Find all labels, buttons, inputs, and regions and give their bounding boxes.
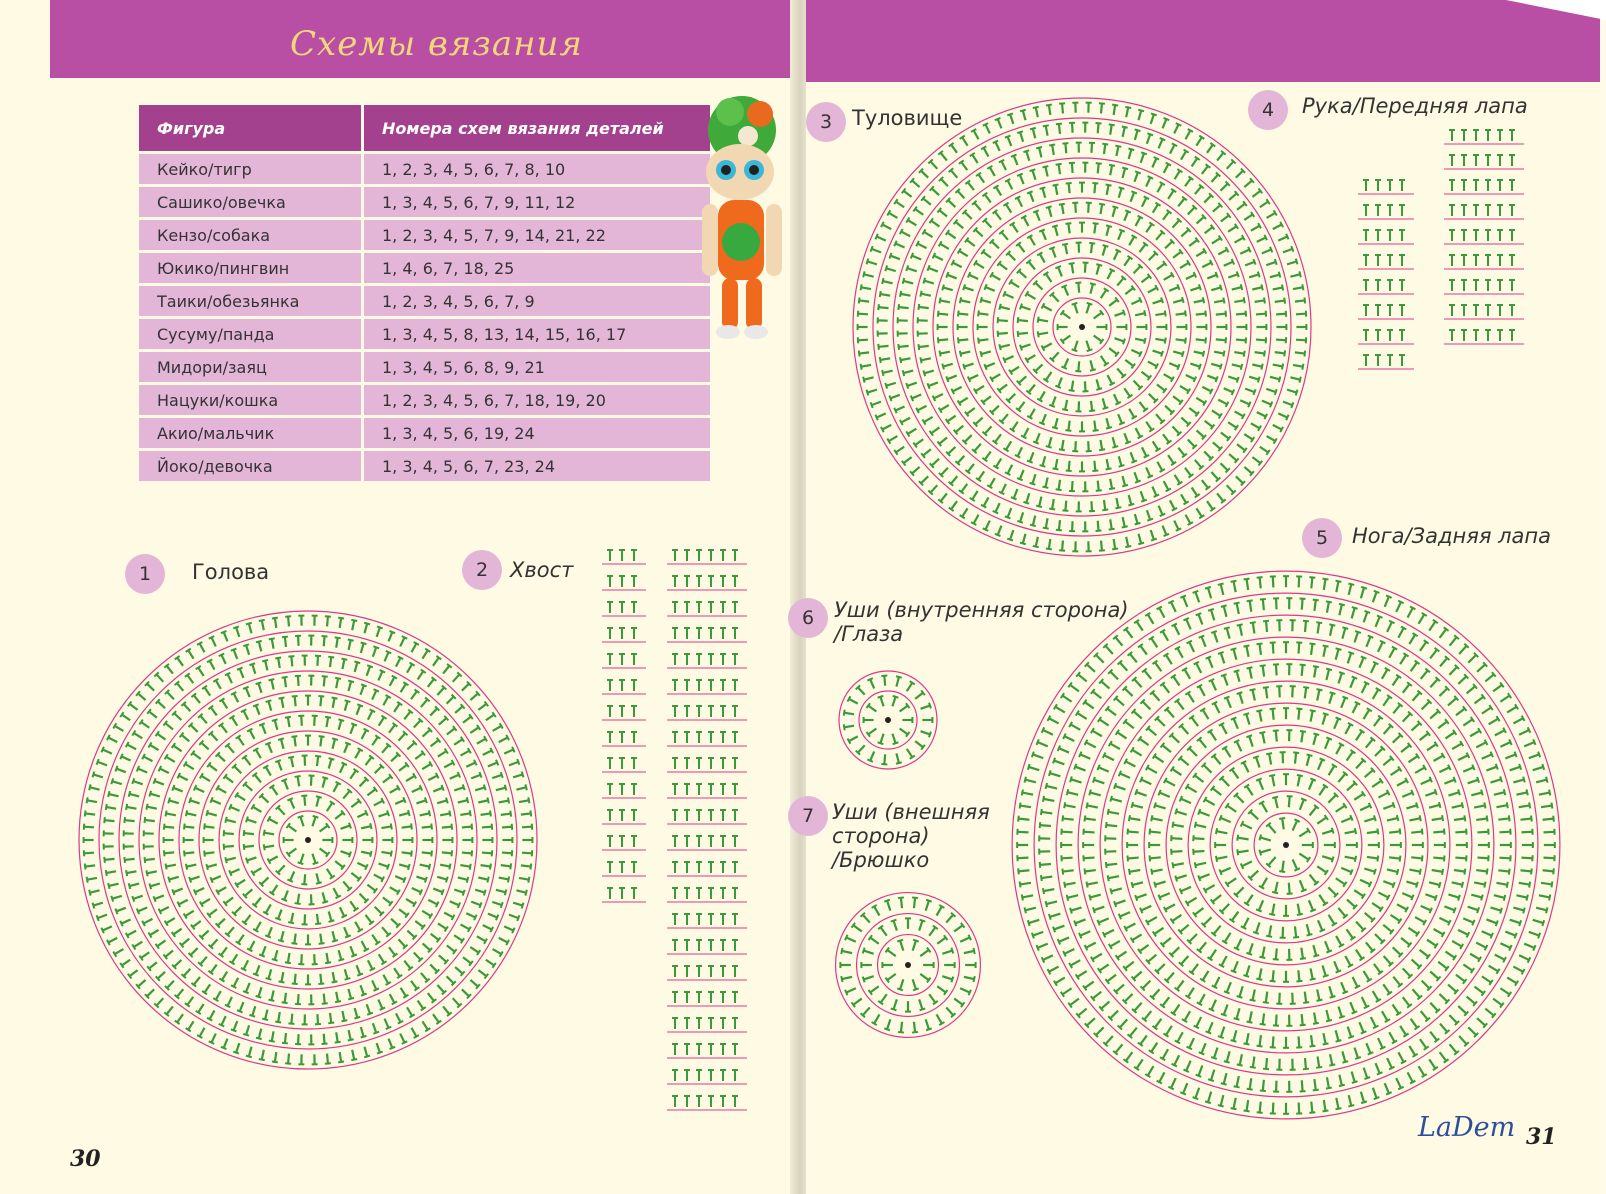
schemes-cell: 1, 2, 3, 4, 5, 7, 9, 14, 21, 22 — [363, 219, 712, 252]
diagram-7-label-line2: сторона) — [832, 824, 930, 848]
schemes-cell: 1, 4, 6, 7, 18, 25 — [363, 252, 712, 285]
table-row — [138, 318, 712, 351]
stitch-rounds — [853, 98, 1311, 556]
diagram-7-number: 7 — [788, 796, 828, 836]
figure-cell: Акио/мальчик — [138, 417, 363, 450]
diagram-4-label: Рука/Передняя лапа — [1302, 94, 1528, 118]
diagram-5-leg — [996, 570, 1576, 1130]
diagram-6-inner-ear — [826, 660, 966, 780]
diagram-2-number: 2 — [462, 550, 502, 590]
figure-cell: Таики/обезьянка — [138, 285, 363, 318]
figure-cell: Йоко/девочка — [138, 450, 363, 483]
diagram-5-number: 5 — [1302, 518, 1342, 558]
figure-cell: Юкико/пингвин — [138, 252, 363, 285]
figures-table — [136, 102, 713, 484]
schemes-cell: 1, 3, 4, 5, 6, 7, 23, 24 — [363, 450, 712, 483]
table-row — [138, 186, 712, 219]
diagram-1-number: 1 — [125, 554, 165, 594]
table-row — [138, 450, 712, 483]
diagram-2-label: Хвост — [510, 558, 574, 582]
stitch-rows — [667, 550, 747, 1110]
diagram-5-label: Нога/Задняя лапа — [1352, 524, 1552, 548]
figure-cell: Сусуму/панда — [138, 318, 363, 351]
diagram-3-number: 3 — [806, 102, 846, 142]
stitch-rounds — [1012, 571, 1560, 1119]
schemes-cell: 1, 3, 4, 5, 6, 8, 9, 21 — [363, 351, 712, 384]
table-row — [138, 351, 712, 384]
schemes-cell: 1, 2, 3, 4, 5, 6, 7, 18, 19, 20 — [363, 384, 712, 417]
diagram-1-head — [60, 600, 560, 1100]
stitch-rounds — [836, 893, 981, 1038]
table-row — [138, 285, 712, 318]
diagram-6-label-line1: Уши (внутренняя сторона) — [834, 598, 1129, 622]
right-header-band — [806, 0, 1600, 82]
table-row — [138, 384, 712, 417]
table-row — [138, 219, 712, 252]
watermark: LaDem — [1418, 1112, 1516, 1143]
stitch-rounds — [839, 671, 937, 769]
diagram-4-number: 4 — [1248, 90, 1288, 130]
diagram-2-tail — [555, 540, 755, 1150]
page-number-left: 30 — [70, 1146, 101, 1172]
stitch-rows — [1444, 130, 1524, 344]
schemes-cell: 1, 3, 4, 5, 8, 13, 14, 15, 16, 17 — [363, 318, 712, 351]
schemes-cell: 1, 3, 4, 5, 6, 7, 9, 11, 12 — [363, 186, 712, 219]
figure-cell: Кейко/тигр — [138, 153, 363, 186]
schemes-cell: 1, 2, 3, 4, 5, 6, 7, 9 — [363, 285, 712, 318]
stitch-rounds — [79, 611, 537, 1069]
table-header-row — [138, 104, 712, 153]
diagram-7-label-line3: /Брюшко — [832, 848, 930, 872]
left-page — [0, 0, 796, 1194]
diagram-1-label: Голова — [192, 560, 270, 584]
diagram-7-label-line1: Уши (внешняя — [832, 800, 990, 824]
diagram-3-body — [836, 92, 1326, 562]
figure-cell: Кензо/собака — [138, 219, 363, 252]
diagram-7-outer-ear — [830, 890, 1000, 1050]
figure-cell: Мидори/заяц — [138, 351, 363, 384]
table-row — [138, 417, 712, 450]
doll-illustration — [690, 92, 796, 352]
diagram-6-label-line2: /Глаза — [834, 622, 904, 646]
table-row — [138, 153, 712, 186]
stitch-rows — [1358, 180, 1414, 369]
page-title: Схемы вязания — [290, 24, 583, 64]
diagram-6-number: 6 — [788, 598, 828, 638]
schemes-cell: 1, 3, 4, 5, 6, 19, 24 — [363, 417, 712, 450]
stitch-rows — [602, 550, 646, 902]
col-header-schemes: Номера схем вязания деталей — [363, 104, 712, 153]
col-header-figure: Фигура — [138, 104, 363, 153]
diagram-4-arm — [1344, 120, 1534, 410]
table-row — [138, 252, 712, 285]
figure-cell: Нацуки/кошка — [138, 384, 363, 417]
right-page — [801, 0, 1600, 1194]
diagram-3-label: Туловище — [852, 106, 963, 130]
schemes-cell: 1, 2, 3, 4, 5, 6, 7, 8, 10 — [363, 153, 712, 186]
page-number-right: 31 — [1526, 1124, 1557, 1150]
figure-cell: Сашико/овечка — [138, 186, 363, 219]
